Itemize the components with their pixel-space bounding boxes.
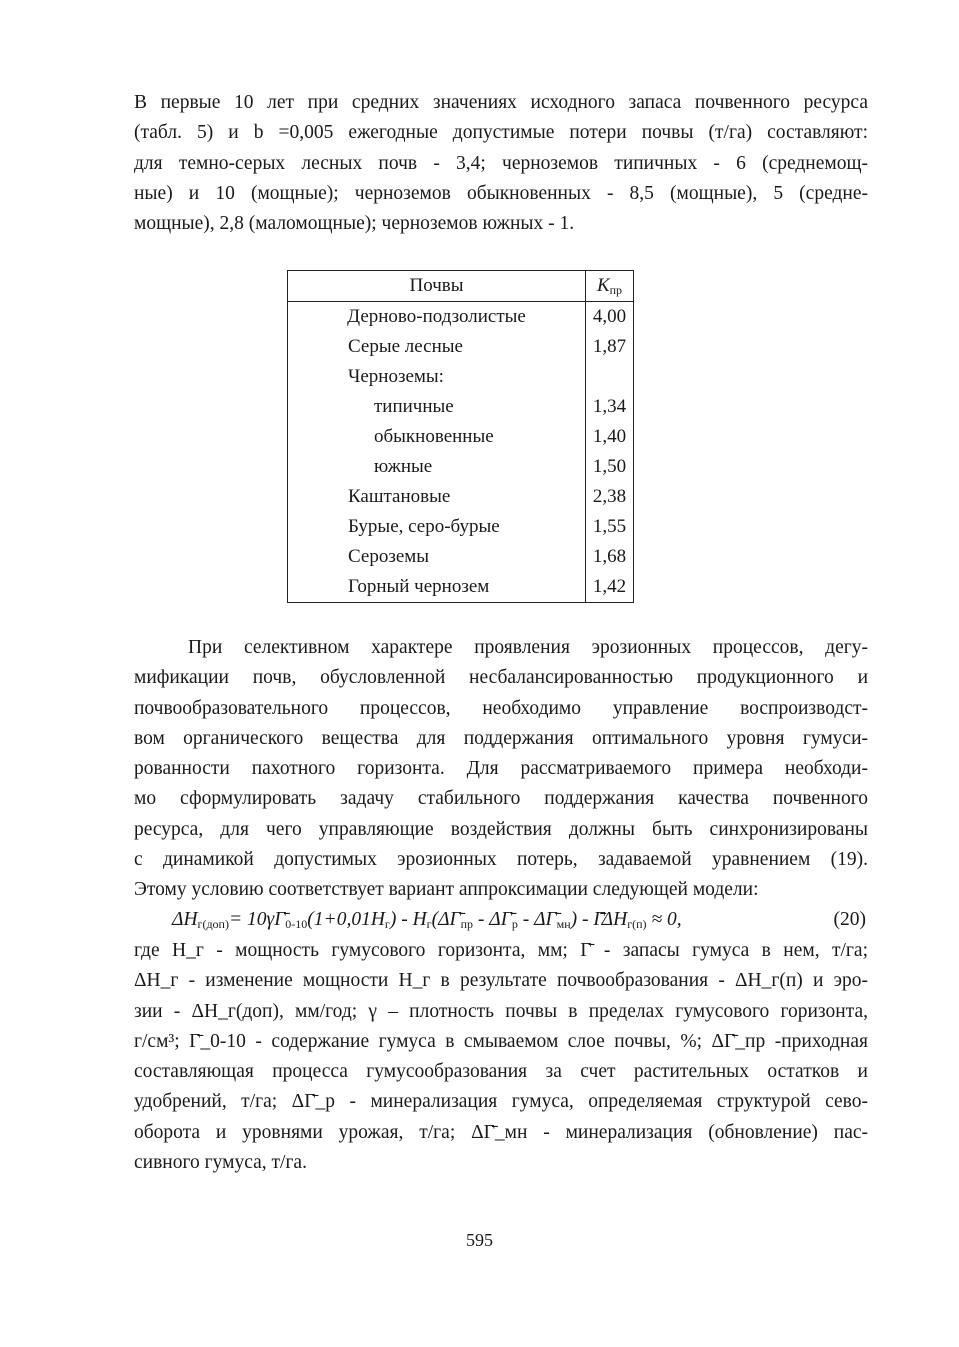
soil-name: обыкновенные (288, 422, 586, 452)
k-value: 1,42 (592, 576, 627, 597)
table-row (288, 332, 634, 362)
text-line: ресурса, для чего управляющие воздействия должны быть синхронизированы (134, 818, 868, 840)
text-line: (табл. 5) и b =0,005 ежегодные допустимые потери почвы (т/га) составляют: (134, 122, 868, 144)
table-row (288, 542, 634, 572)
definitions-paragraph (134, 936, 868, 1178)
soil-name: Дерново-подзолистые (288, 302, 586, 333)
text-line: сивного гумуса, т/га. (134, 1152, 307, 1174)
text-line: вом органического вещества для поддержания оптимального уровня гумуси- (134, 727, 868, 749)
text-line: удобрений, т/га; ΔΓ̄_р - минерализация гумуса, определяемая структурой сево- (134, 1091, 868, 1113)
soil-name: южные (288, 452, 586, 482)
intro-paragraph (134, 88, 868, 239)
soil-name: Каштановые (288, 482, 586, 512)
soil-name: Черноземы: (288, 362, 586, 392)
text-line: зии - ΔH_г(доп), мм/год; γ – плотность почвы в пределах гумусового горизонта, (134, 1000, 868, 1022)
header-soils: Почвы (288, 271, 586, 302)
text-line: почвообразовательного процессов, необходимо управление воспроизводст- (134, 697, 868, 719)
text-line: мо сформулировать задачу стабильного поддержания качества почвенного (134, 788, 868, 810)
k-value: 1,68 (592, 546, 627, 567)
text-line: мификации почв, обусловленной несбалансированностью продукционного и (134, 667, 868, 689)
soil-coefficient-table (287, 270, 634, 603)
k-value: 1,50 (592, 456, 627, 477)
body-paragraph (134, 633, 868, 906)
table-row (288, 452, 634, 482)
table-row (288, 482, 634, 512)
soil-name: Серые лесные (288, 332, 586, 362)
table-row (288, 512, 634, 542)
table-row (288, 302, 634, 333)
k-value: 4,00 (592, 306, 627, 327)
text-line: г/см³; Γ̄_0-10 - содержание гумуса в смываемом слое почвы, %; ΔΓ̄_пр -приходная (134, 1030, 868, 1052)
soil-name: Горный чернозем (288, 572, 586, 603)
text-line: где H_г - мощность гумусового горизонта, мм; Γ̄ - запасы гумуса в нем, т/га; (134, 940, 868, 961)
page-number: 595 (466, 1230, 493, 1250)
equation-number: (20) (833, 909, 866, 930)
table-header-row (288, 271, 634, 302)
soil-name: типичные (288, 392, 586, 422)
table-row (288, 392, 634, 422)
text-line: рованности пахотного горизонта. Для рассматриваемого примера необходи- (134, 758, 868, 780)
text-line: Этому условию соответствует вариант аппроксимации следующей модели: (134, 879, 759, 901)
table-row (288, 362, 634, 392)
k-value: 1,55 (592, 516, 627, 537)
soil-name: Бурые, серо-бурые (288, 512, 586, 542)
text-line: В первые 10 лет при средних значениях исходного запаса почвенного ресурса (134, 92, 868, 113)
k-value: 2,38 (592, 486, 627, 507)
header-k: $K_{пр}$ (586, 271, 634, 302)
table-row (288, 572, 634, 603)
k-value (586, 362, 634, 392)
soil-name: Сероземы (288, 542, 586, 572)
k-value: 1,87 (592, 336, 627, 357)
text-line: При селективном характере проявления эрозионных процессов, дегу- (188, 637, 868, 658)
text-line: составляющая процесса гумусообразования за счет растительных остатков и (134, 1061, 868, 1083)
text-line: оборота и уровнями урожая, т/га; ΔΓ̄_мн - минерализация (обновление) пас- (134, 1121, 868, 1143)
k-value: 1,40 (592, 426, 627, 447)
k-value: 1,34 (592, 396, 627, 417)
text-line: с динамикой допустимых эрозионных потерь, задаваемой уравнением (19). (134, 849, 868, 871)
text-line: ные) и 10 (мощные); черноземов обыкновенных - 8,5 (мощные), 5 (средне- (134, 182, 868, 204)
table-row (288, 422, 634, 452)
text-line: ΔH_г - изменение мощности H_г в результате почвообразования - ΔH_г(п) и эро- (134, 970, 868, 992)
equation-20: $\Delta H_{г(доп)}=$ $10\gamma\Gammā_{0-10}(1+0,01H_г)$ - $H_г(\Delta\Gammā_{пр}$ - $\Delta\Gammā_р$ - $\Delta\Gammā_{мн}$) - $\Gammā\Delta H_{г(п)} \approx 0$, (20) (172, 904, 868, 936)
text-line: для темно-серых лесных почв - 3,4; черноземов типичных - 6 (среднемощ- (134, 152, 868, 174)
text-line: мощные), 2,8 (маломощные); черноземов южных - 1. (134, 213, 575, 235)
